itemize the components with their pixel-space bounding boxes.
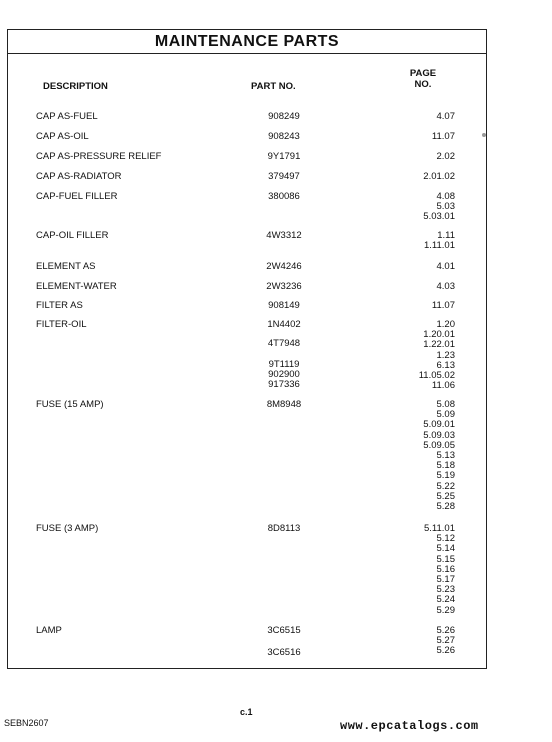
row-page-number: 4.03 [436, 281, 455, 292]
row-page-number: 5.03.01 [423, 211, 455, 223]
row-page-number: 4.07 [436, 111, 455, 122]
row-page-number: 11.06 [431, 380, 455, 392]
page-reference: c.1 [240, 707, 253, 717]
row-page-number: 11.07 [431, 300, 455, 311]
row-page-number: 5.29 [436, 604, 455, 616]
row-description: CAP AS-FUEL [36, 111, 98, 122]
row-page-number: 4.01 [436, 261, 455, 272]
row-page-number: 1.20.01 [423, 329, 455, 341]
row-page-number: 5.17 [436, 574, 455, 585]
row-page-number: 11.05.02 [418, 370, 455, 381]
row-description: CAP AS-PRESSURE RELIEF [36, 151, 162, 162]
header-description: DESCRIPTION [43, 81, 108, 92]
row-page-number: 5.25 [436, 490, 455, 502]
parts-rows [8, 30, 486, 668]
row-description: CAP-OIL FILLER [36, 230, 109, 241]
row-page-number: 1.22.01 [423, 339, 455, 351]
row-part-number: 379497 [268, 171, 300, 182]
row-page-number: 5.08 [436, 399, 455, 410]
row-part-number: 902900 [268, 369, 300, 380]
row-description: CAP AS-OIL [36, 131, 89, 142]
parts-table-frame [7, 29, 487, 669]
row-page-number: 11.07 [431, 131, 455, 142]
row-page-number: 2.02 [436, 151, 455, 162]
row-page-number: 1.20 [436, 319, 455, 330]
row-page-number: 5.12 [436, 533, 455, 545]
row-page-number: 5.09.03 [423, 429, 455, 441]
row-part-number: 4T7948 [267, 338, 301, 349]
row-part-number: 908249 [268, 111, 300, 122]
row-page-number: 5.09 [436, 409, 455, 421]
row-page-number: 5.19 [436, 470, 455, 482]
row-page-number: 1.11.01 [424, 240, 455, 252]
row-page-number: 5.14 [436, 543, 455, 555]
row-description: LAMP [36, 625, 62, 636]
row-page-number: 5.15 [436, 553, 455, 565]
row-part-number: 3C6515 [267, 625, 301, 636]
row-part-number: 908243 [268, 131, 300, 142]
row-page-number: 5.26 [436, 625, 455, 636]
watermark-url: www.epcatalogs.com [340, 719, 479, 733]
row-description: FILTER AS [36, 300, 83, 311]
row-part-number: 9T1119 [268, 359, 300, 370]
row-page-number: 5.18 [436, 460, 455, 472]
page-title: MAINTENANCE PARTS [8, 30, 486, 54]
row-part-number: 8M8948 [266, 399, 302, 410]
row-page-number: 5.13 [436, 450, 455, 461]
row-description: CAP-FUEL FILLER [36, 191, 118, 202]
row-description: FILTER-OIL [36, 319, 87, 330]
row-part-number: 2W3236 [266, 281, 302, 292]
row-part-number: 4W3312 [266, 230, 302, 241]
row-page-number: 5.22 [436, 480, 455, 492]
row-description: FUSE (15 AMP) [36, 399, 104, 410]
row-page-number: 5.24 [436, 594, 455, 606]
row-page-number: 6.13 [436, 359, 455, 371]
scan-mark [482, 133, 486, 137]
header-page-line2: NO. [414, 79, 432, 90]
row-part-number: 1N4402 [267, 319, 301, 330]
row-page-number: 5.03 [436, 201, 455, 213]
row-description: CAP AS-RADIATOR [36, 171, 122, 182]
row-description: FUSE (3 AMP) [36, 523, 99, 534]
row-page-number: 5.09.01 [423, 419, 455, 431]
row-page-number: 5.16 [436, 563, 455, 575]
row-page-number: 1.11 [437, 230, 455, 241]
row-page-number: 5.09.05 [423, 439, 455, 451]
row-part-number: 380086 [268, 191, 300, 202]
header-part-no: PART NO. [251, 81, 296, 92]
row-description: ELEMENT AS [36, 261, 96, 272]
row-page-number: 2.01.02 [423, 171, 455, 182]
row-part-number: 9Y1791 [267, 151, 301, 162]
row-page-number: 5.28 [436, 501, 455, 512]
row-page-number: 4.08 [436, 191, 455, 202]
row-page-number: 1.23 [436, 349, 455, 361]
row-part-number: 917336 [268, 379, 300, 390]
row-part-number: 8D8113 [267, 523, 301, 534]
row-page-number: 5.27 [436, 635, 455, 647]
row-description: ELEMENT-WATER [36, 281, 117, 292]
row-page-number: 5.11.01 [424, 523, 455, 534]
header-page-line1: PAGE [409, 68, 437, 79]
document-code: SEBN2607 [4, 718, 49, 728]
row-part-number: 908149 [268, 300, 300, 311]
row-part-number: 2W4246 [266, 261, 302, 272]
row-page-number: 5.23 [436, 584, 455, 596]
row-page-number: 5.26 [436, 645, 455, 657]
row-part-number: 3C6516 [267, 647, 301, 658]
